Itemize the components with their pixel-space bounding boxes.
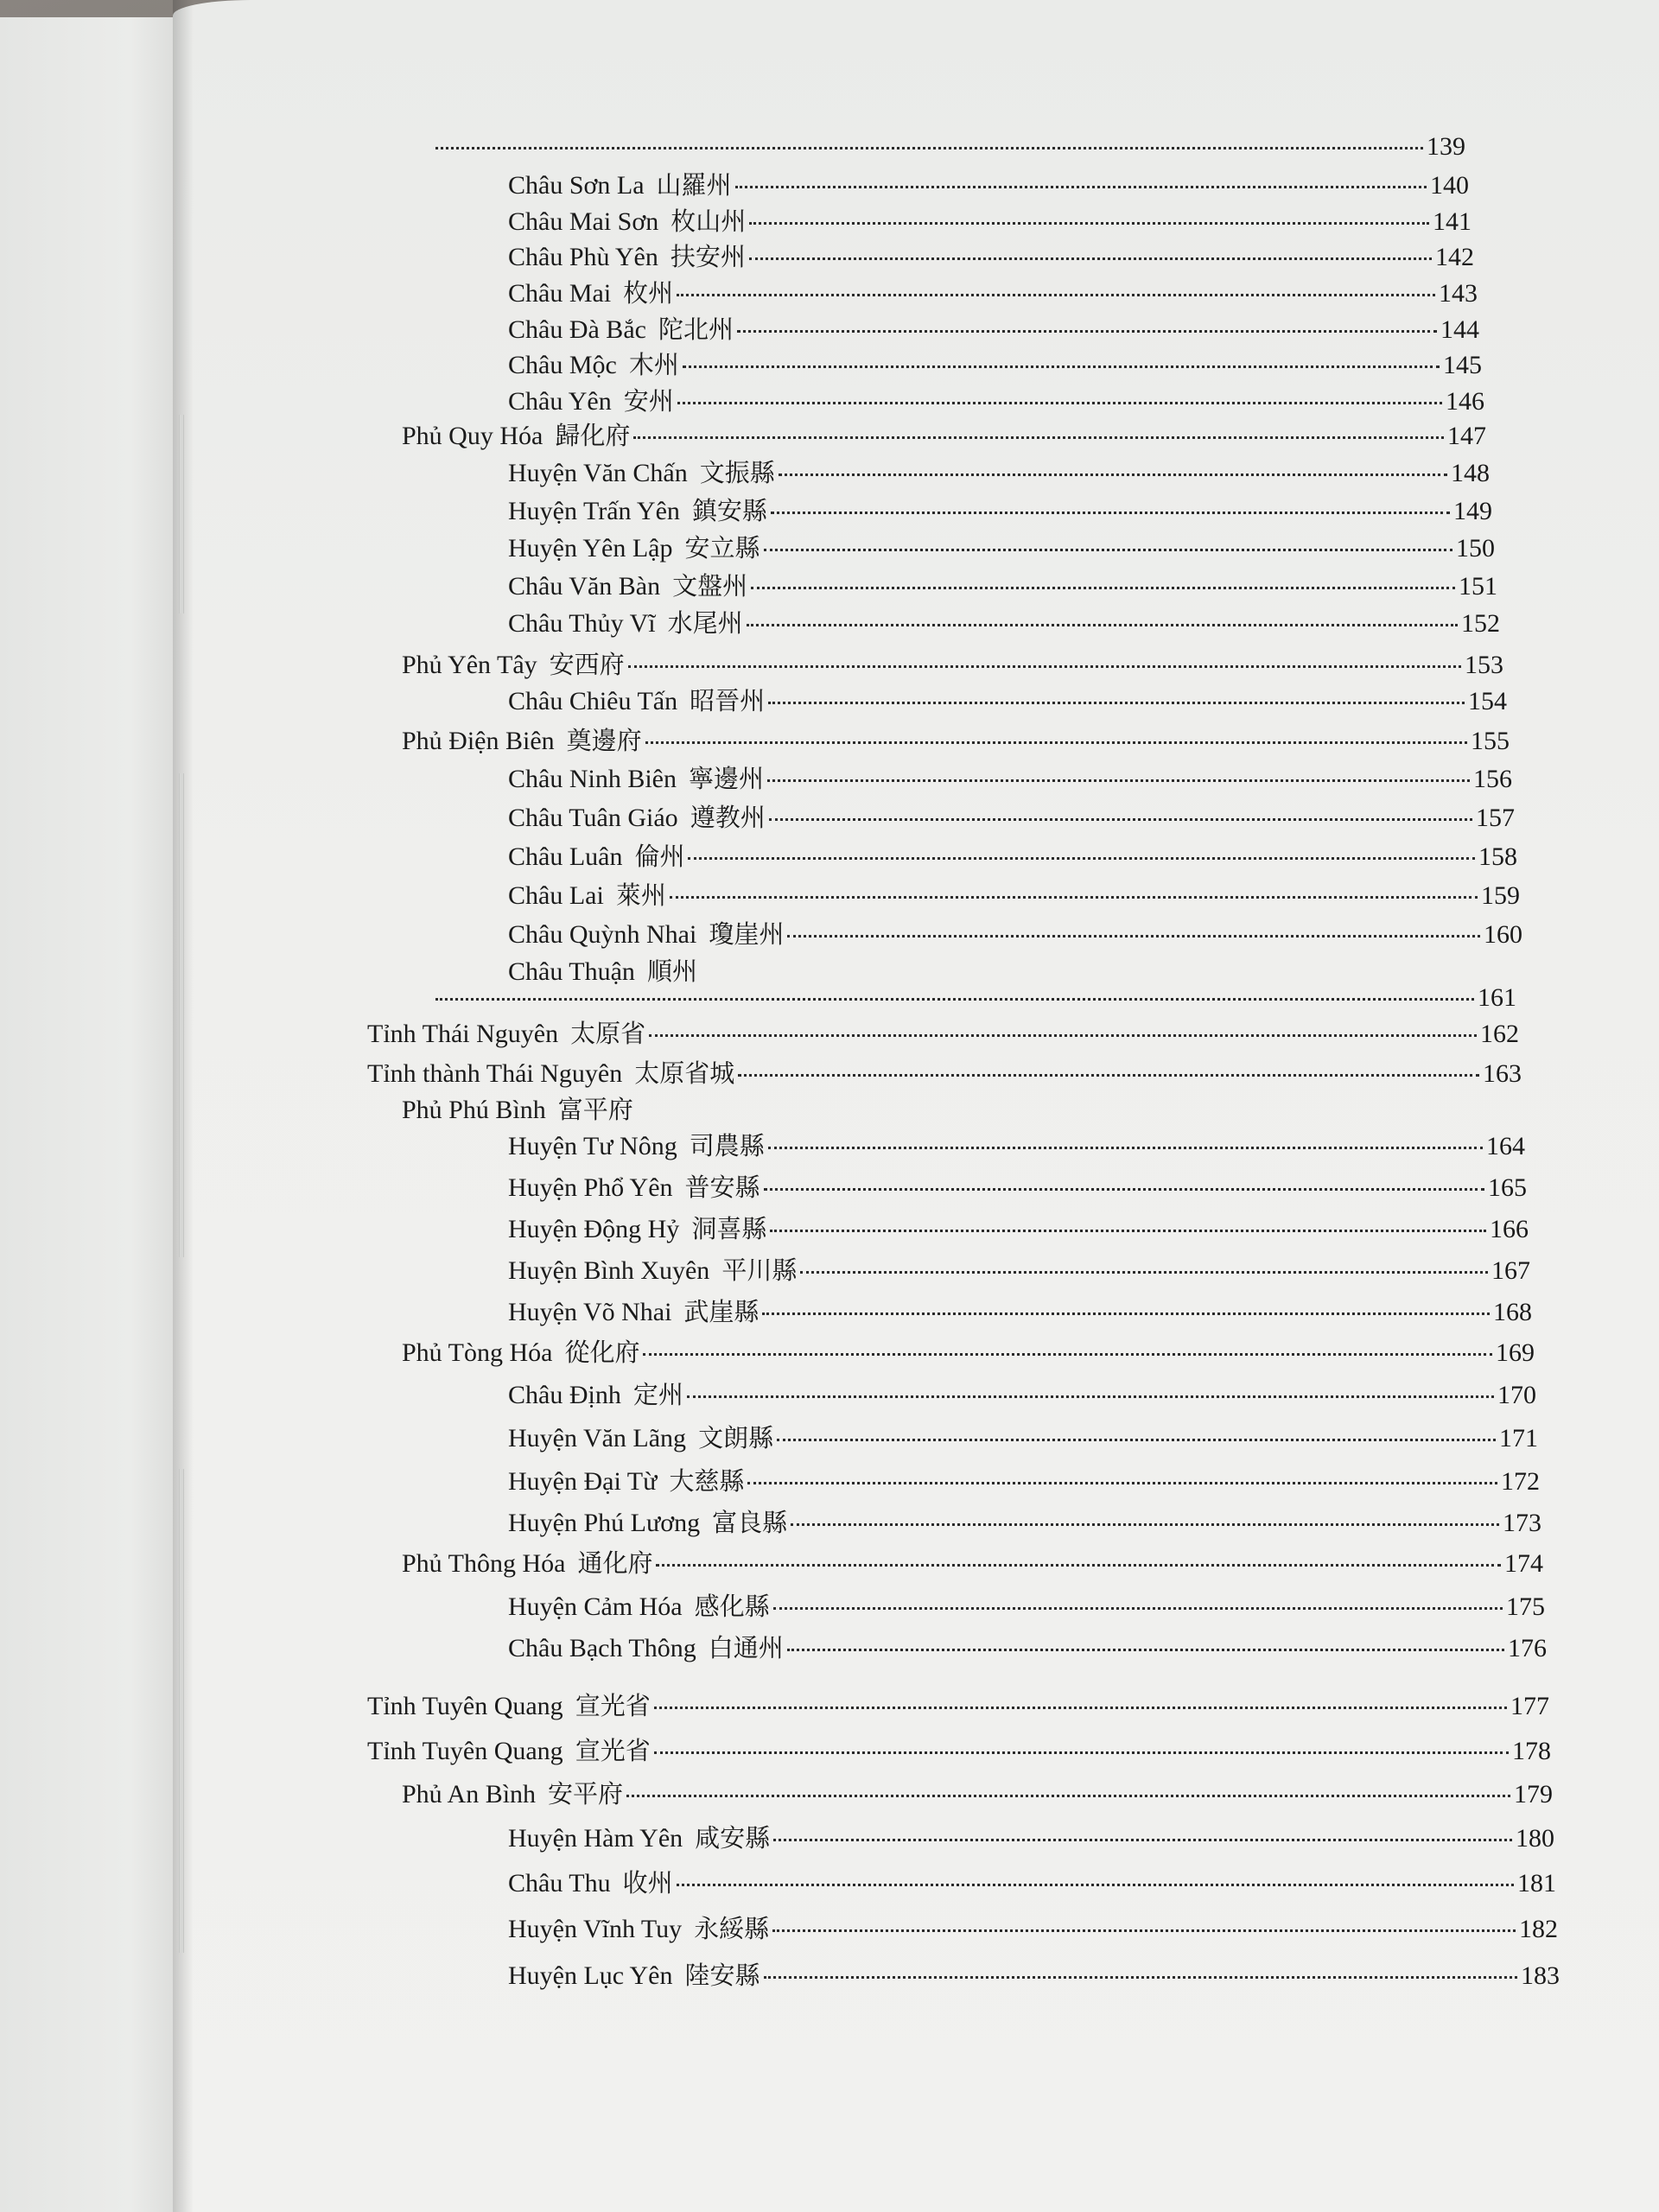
toc-entry-han-name: 宣光省 — [575, 1736, 651, 1765]
dot-leader — [764, 1188, 1484, 1191]
toc-entry-page-number: 183 — [1521, 1961, 1560, 1990]
toc-entry-page-number: 140 — [1430, 171, 1469, 200]
left-page-edge — [0, 17, 186, 2212]
toc-entry-label: Huyện Trấn Yên — [508, 497, 680, 525]
dot-leader — [628, 665, 1461, 668]
dot-leader — [747, 1482, 1497, 1484]
toc-entry-han-name: 水尾州 — [667, 608, 743, 638]
toc-entry-han-name: 安西府 — [549, 650, 625, 679]
toc-entry-label: Huyện Văn Lãng — [508, 1424, 687, 1452]
dot-leader — [764, 1976, 1517, 1979]
toc-entry-page-number: 162 — [1480, 1020, 1519, 1048]
toc-entry — [508, 496, 1492, 525]
toc-entry-label: Huyện Văn Chấn — [508, 459, 688, 487]
toc-entry — [508, 1510, 1541, 1536]
toc-entry-label: Huyện Đại Từ — [508, 1467, 658, 1496]
dot-leader — [791, 1523, 1499, 1526]
toc-entry-han-name: 瓊崖州 — [709, 919, 785, 949]
dot-leader — [687, 1395, 1494, 1398]
dot-leader — [654, 1751, 1509, 1754]
toc-entry-label: Huyện Tư Nông — [508, 1132, 677, 1160]
toc-entry-han-name: 平川縣 — [721, 1255, 798, 1285]
toc-entry — [402, 652, 1503, 678]
toc-entry-page-number: 171 — [1499, 1424, 1538, 1452]
toc-entry-label: Phủ Điện Biên — [402, 727, 555, 755]
toc-entry-han-name: 扶安州 — [670, 242, 746, 271]
toc-entry — [402, 423, 1486, 449]
toc-entry-page-number: 176 — [1508, 1634, 1547, 1662]
toc-entry-han-name: 司農縣 — [689, 1131, 765, 1160]
toc-entry-page-number: 150 — [1456, 534, 1495, 563]
toc-entry-han-name: 昭晉州 — [690, 686, 766, 715]
toc-entry-han-name: 木州 — [628, 350, 679, 379]
toc-entry — [432, 985, 1516, 1011]
toc-entry — [402, 1548, 1543, 1578]
toc-entry-han-name: 枚山州 — [671, 207, 747, 236]
toc-entry — [367, 1738, 1551, 1764]
toc-entry-page-number: 151 — [1459, 572, 1497, 601]
toc-entry — [508, 1594, 1545, 1620]
toc-entry-label: Huyện Bình Xuyên — [508, 1256, 710, 1285]
toc-entry-label: Châu Tuân Giáo — [508, 804, 678, 832]
toc-entry-label: Tỉnh Thái Nguyên — [367, 1020, 559, 1048]
toc-entry-han-name: 咸安縣 — [695, 1823, 771, 1853]
toc-entry — [508, 1382, 1536, 1408]
toc-entry-label: Huyện Hàm Yên — [508, 1824, 683, 1853]
toc-entry-page-number: 164 — [1486, 1132, 1525, 1160]
toc-entry-han-name: 倫州 — [634, 842, 685, 871]
toc-entry-page-number: 180 — [1516, 1824, 1554, 1853]
toc-entry-label: Châu Sơn La — [508, 171, 645, 200]
dot-leader — [654, 1707, 1507, 1709]
toc-entry — [508, 1633, 1547, 1662]
toc-entry-label: Huyện Phổ Yên — [508, 1173, 673, 1202]
dot-leader — [643, 1353, 1492, 1356]
toc-entry-label: Huyện Vĩnh Tuy — [508, 1915, 683, 1943]
toc-entry-page-number: 170 — [1497, 1381, 1536, 1409]
toc-entry-han-name: 歸化府 — [555, 421, 631, 450]
toc-entry-han-name: 富良縣 — [712, 1508, 788, 1537]
toc-entry-label: Châu Quỳnh Nhai — [508, 920, 697, 949]
dot-leader — [762, 1313, 1490, 1315]
dot-leader — [779, 474, 1447, 476]
toc-entry — [508, 880, 1520, 910]
toc-entry-page-number: 167 — [1491, 1256, 1530, 1285]
dot-leader — [777, 1439, 1496, 1441]
dot-leader — [670, 896, 1478, 899]
toc-entry — [508, 608, 1500, 638]
toc-entry-page-number: 145 — [1443, 351, 1482, 379]
toc-entry-label: Huyện Võ Nhai — [508, 1298, 672, 1326]
toc-entry-page-number: 146 — [1446, 387, 1484, 416]
toc-entry-label: Tỉnh Tuyên Quang — [367, 1692, 563, 1720]
toc-entry-han-name: 大慈縣 — [669, 1466, 745, 1496]
dot-leader — [683, 365, 1440, 368]
toc-entry — [508, 317, 1479, 343]
toc-entry — [508, 1297, 1532, 1326]
toc-entry — [508, 350, 1482, 379]
toc-entry — [508, 1255, 1530, 1285]
toc-entry-page-number: 154 — [1468, 687, 1507, 715]
toc-entry — [508, 1916, 1558, 1942]
toc-entry-label: Châu Mai — [508, 279, 612, 308]
toc-entry-han-name: 山羅州 — [656, 170, 732, 200]
toc-entry-page-number: 143 — [1439, 279, 1478, 308]
dot-leader — [768, 1147, 1483, 1149]
toc-entry — [508, 209, 1471, 235]
toc-entry-label: Tỉnh Tuyên Quang — [367, 1737, 563, 1765]
dot-leader — [749, 257, 1432, 260]
toc-entry-label: Châu Lai — [508, 881, 604, 910]
dot-leader — [764, 549, 1452, 551]
toc-entry — [508, 1823, 1554, 1853]
toc-entry — [508, 766, 1512, 792]
book-page — [173, 0, 1659, 2212]
toc-entry-page-number: 149 — [1453, 497, 1492, 525]
toc-entry-page-number: 173 — [1503, 1509, 1541, 1537]
dot-leader — [688, 857, 1475, 860]
toc-entry-han-name: 收州 — [622, 1868, 673, 1897]
toc-entry-han-name: 奠邊府 — [566, 726, 642, 755]
toc-entry-han-name: 感化縣 — [694, 1592, 770, 1621]
toc-entry-label: Huyện Cảm Hóa — [508, 1592, 683, 1621]
dot-leader — [770, 1230, 1486, 1232]
toc-entry-page-number: 141 — [1433, 207, 1471, 236]
toc-entry-label: Phủ Tòng Hóa — [402, 1338, 553, 1367]
toc-entry-page-number: 157 — [1476, 804, 1515, 832]
toc-entry-han-name: 文振縣 — [699, 458, 775, 487]
toc-entry-label: Phủ Yên Tây — [402, 651, 537, 679]
toc-entry — [508, 686, 1507, 715]
toc-entry-han-name: 鎮安縣 — [691, 496, 767, 525]
toc-entry-han-name: 從化府 — [564, 1338, 640, 1367]
dot-leader — [771, 512, 1450, 514]
toc-entry — [367, 1691, 1549, 1720]
toc-entry-han-name: 遵教州 — [690, 803, 766, 832]
dot-leader — [645, 741, 1467, 744]
dot-leader — [773, 1839, 1512, 1841]
toc-entry — [432, 134, 1465, 160]
toc-entry — [402, 1097, 1523, 1123]
toc-entry-page-number: 158 — [1478, 842, 1517, 871]
toc-entry-han-name: 富平府 — [557, 1095, 633, 1124]
toc-entry-label: Tỉnh thành Thái Nguyên — [367, 1059, 623, 1088]
toc-entry-label: Phủ Quy Hóa — [402, 422, 543, 450]
toc-entry-page-number: 181 — [1517, 1869, 1556, 1897]
toc-entry — [508, 170, 1469, 200]
toc-entry-page-number: 179 — [1514, 1780, 1553, 1808]
toc-entry-han-name: 萊州 — [615, 880, 666, 910]
toc-entry — [508, 571, 1497, 601]
toc-entry-han-name: 寧邊州 — [689, 764, 765, 793]
toc-entry — [508, 844, 1517, 870]
toc-entry-page-number: 178 — [1512, 1737, 1551, 1765]
toc-entry-label: Phủ An Bình — [402, 1780, 537, 1808]
dot-leader — [787, 1649, 1504, 1651]
dot-leader — [800, 1271, 1488, 1274]
dot-leader — [787, 935, 1480, 938]
toc-entry — [367, 1021, 1519, 1047]
dot-leader — [749, 222, 1429, 225]
toc-entry-page-number: 139 — [1427, 132, 1465, 161]
toc-entry-label: Châu Ninh Biên — [508, 765, 677, 793]
toc-entry-han-name: 洞喜縣 — [691, 1214, 767, 1243]
dot-leader — [435, 147, 1423, 149]
toc-entry — [508, 1868, 1556, 1897]
toc-entry-han-name: 宣光省 — [575, 1691, 651, 1720]
toc-entry-page-number: 175 — [1506, 1592, 1545, 1621]
toc-entry-label: Phủ Phú Bình — [402, 1096, 546, 1124]
toc-entry-page-number: 166 — [1490, 1215, 1529, 1243]
dot-leader — [738, 1074, 1479, 1077]
toc-entry — [508, 386, 1484, 416]
toc-entry-han-name: 枚州 — [623, 278, 674, 308]
toc-entry-han-name: 文盤州 — [672, 571, 748, 601]
toc-entry-page-number: 161 — [1478, 983, 1516, 1012]
toc-entry-page-number: 156 — [1473, 765, 1512, 793]
toc-entry-label: Châu Yên — [508, 387, 612, 416]
toc-entry-label: Châu Luân — [508, 842, 623, 871]
toc-entry — [508, 959, 1529, 985]
toc-entry-han-name: 安州 — [623, 386, 674, 416]
toc-entry-page-number: 163 — [1483, 1059, 1522, 1088]
toc-entry-page-number: 160 — [1484, 920, 1522, 949]
toc-entry-label: Châu Mai Sơn — [508, 207, 659, 236]
toc-entry — [508, 805, 1515, 831]
toc-entry-label: Huyện Phú Lương — [508, 1509, 701, 1537]
toc-entry-page-number: 172 — [1501, 1467, 1540, 1496]
toc-entry — [402, 728, 1510, 754]
toc-entry — [508, 533, 1495, 563]
toc-entry-page-number: 159 — [1481, 881, 1520, 910]
toc-entry-label: Châu Định — [508, 1381, 621, 1409]
toc-entry-page-number: 144 — [1440, 315, 1479, 344]
dot-leader — [751, 587, 1455, 589]
toc-entry — [508, 1131, 1525, 1160]
toc-entry-label: Châu Bạch Thông — [508, 1634, 696, 1662]
toc-entry-page-number: 169 — [1496, 1338, 1535, 1367]
toc-entry — [508, 1214, 1529, 1243]
dot-leader — [677, 402, 1442, 404]
dot-leader — [677, 1884, 1514, 1886]
dot-leader — [773, 1607, 1503, 1610]
dot-leader — [626, 1795, 1510, 1797]
toc-entry-han-name: 通化府 — [577, 1548, 653, 1578]
toc-entry-label: Châu Văn Bàn — [508, 572, 661, 601]
toc-entry — [402, 1779, 1553, 1808]
dot-leader — [747, 624, 1458, 626]
toc-entry-page-number: 177 — [1510, 1692, 1549, 1720]
dot-leader — [768, 702, 1465, 704]
toc-entry-han-name: 陀北州 — [658, 315, 734, 344]
toc-entry-page-number: 147 — [1447, 422, 1486, 450]
toc-entry-label: Huyện Động Hỷ — [508, 1215, 680, 1243]
dot-leader — [772, 1929, 1516, 1932]
toc-entry-han-name: 定州 — [632, 1380, 683, 1409]
toc-entry — [508, 1175, 1527, 1201]
toc-entry — [508, 919, 1522, 949]
toc-entry-label: Châu Chiêu Tấn — [508, 687, 678, 715]
toc-entry-page-number: 182 — [1519, 1915, 1558, 1943]
toc-entry-label: Châu Đà Bắc — [508, 315, 646, 344]
toc-entry-han-name: 陸安縣 — [684, 1961, 760, 1990]
toc-entry-han-name: 武崖縣 — [683, 1297, 760, 1326]
dot-leader — [633, 436, 1444, 439]
toc-entry — [508, 1423, 1538, 1452]
toc-entry-han-name: 順州 — [646, 957, 697, 986]
dot-leader — [769, 818, 1472, 821]
dot-leader — [767, 779, 1470, 782]
toc-entry — [508, 278, 1478, 308]
toc-entry — [508, 1466, 1540, 1496]
toc-entry — [367, 1058, 1522, 1088]
table-of-contents — [173, 0, 1659, 2212]
toc-entry-han-name: 普安縣 — [684, 1173, 760, 1202]
toc-entry-label: Huyện Lục Yên — [508, 1961, 673, 1990]
dot-leader — [435, 998, 1474, 1001]
toc-entry — [508, 242, 1474, 271]
toc-entry-page-number: 165 — [1488, 1173, 1527, 1202]
toc-entry-page-number: 142 — [1435, 243, 1474, 271]
toc-entry — [402, 1340, 1535, 1366]
toc-entry-han-name: 永綏縣 — [694, 1914, 770, 1943]
toc-entry-page-number: 168 — [1493, 1298, 1532, 1326]
toc-entry — [508, 458, 1490, 487]
dot-leader — [737, 330, 1437, 333]
toc-entry-label: Phủ Thông Hóa — [402, 1549, 566, 1578]
toc-entry-label: Châu Mộc — [508, 351, 617, 379]
toc-entry-han-name: 太原省城 — [634, 1058, 735, 1088]
toc-entry-han-name: 文朗縣 — [698, 1423, 774, 1452]
toc-entry — [508, 1963, 1560, 1989]
dot-leader — [649, 1034, 1477, 1037]
toc-entry-page-number: 152 — [1461, 609, 1500, 638]
dot-leader — [677, 294, 1435, 296]
toc-entry-han-name: 安立縣 — [684, 533, 760, 563]
toc-entry-han-name: 白通州 — [708, 1633, 784, 1662]
toc-entry-page-number: 174 — [1504, 1549, 1543, 1578]
toc-entry-han-name: 安平府 — [548, 1779, 624, 1808]
dot-leader — [656, 1564, 1501, 1567]
toc-entry-label: Châu Thuận — [508, 957, 635, 986]
dot-leader — [735, 186, 1427, 188]
toc-entry-label: Châu Thủy Vĩ — [508, 609, 656, 638]
toc-entry-page-number: 155 — [1471, 727, 1510, 755]
toc-entry-page-number: 148 — [1451, 459, 1490, 487]
toc-entry-page-number: 153 — [1465, 651, 1503, 679]
toc-entry-label: Huyện Yên Lập — [508, 534, 673, 563]
toc-entry-label: Châu Thu — [508, 1869, 611, 1897]
toc-entry-label: Châu Phù Yên — [508, 243, 658, 271]
toc-entry-han-name: 太原省 — [570, 1019, 646, 1048]
